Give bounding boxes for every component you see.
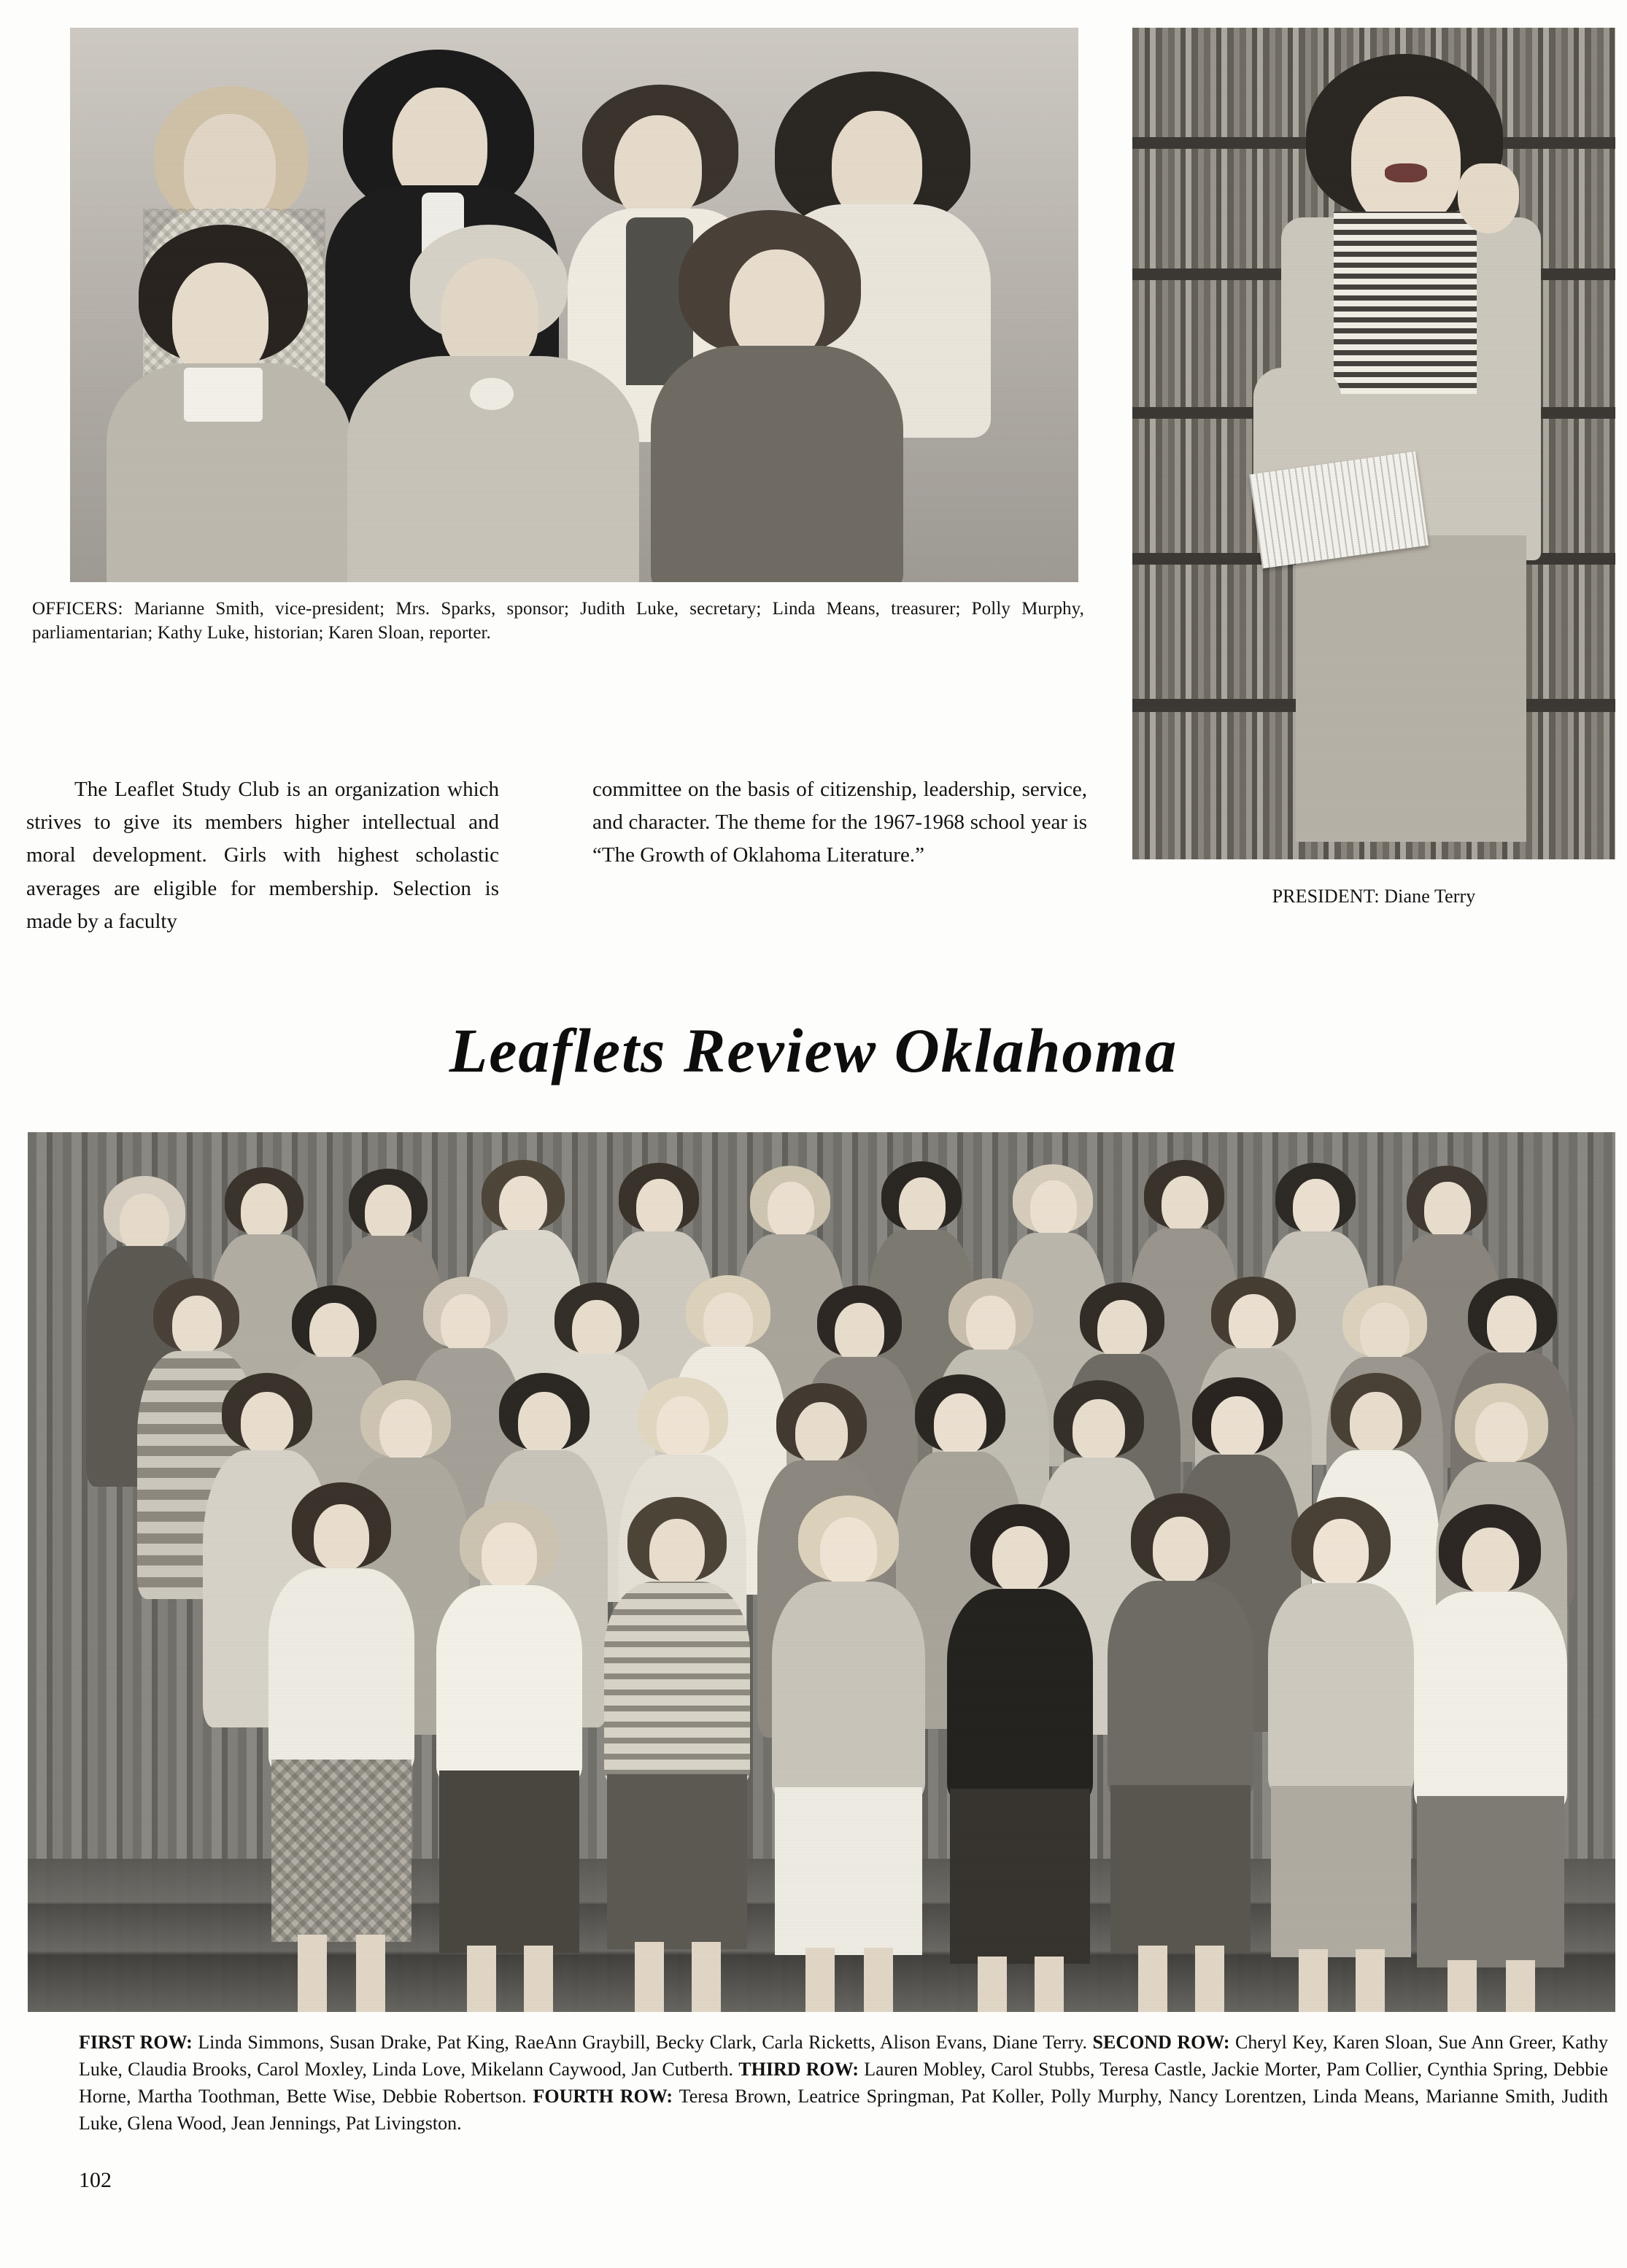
officers-photo bbox=[70, 28, 1078, 582]
roster-names-first: Linda Simmons, Susan Drake, Pat King, RaeAnn Graybill, Becky Clark, Carla Ricketts, Alison Evans, Diane Terry. bbox=[198, 2032, 1088, 2053]
group-photo bbox=[28, 1132, 1615, 2012]
roster-label-first: FIRST ROW: bbox=[79, 2032, 193, 2053]
roster-names-fourth: Teresa Brown, Leatrice Springman, Pat Koller, Polly Murphy, Nancy Lorentzen, Linda Means, Marianne Smith, Judith Luke, Glena Wood, Jean Jennings, Pat Livingston. bbox=[79, 2085, 1609, 2134]
roster-label-fourth: FOURTH ROW: bbox=[533, 2085, 673, 2107]
officers-caption: OFFICERS: Marianne Smith, vice-president; Mrs. Sparks, sponsor; Judith Luke, secretary; Linda Means, treasurer; Polly Murphy, parliamentarian; Kathy Luke, historian; Karen Sloan, reporter. bbox=[32, 599, 1084, 643]
president-photo bbox=[1132, 28, 1615, 859]
roster-label-second: SECOND ROW: bbox=[1092, 2032, 1230, 2053]
article-column-one bbox=[26, 773, 499, 938]
page-number: 102 bbox=[79, 2168, 112, 2192]
article-column-two bbox=[592, 773, 1087, 872]
roster-caption bbox=[79, 2029, 1608, 2137]
president-caption: PRESIDENT: Diane Terry bbox=[1272, 886, 1476, 907]
article-paragraph-two: committee on the basis of citizenship, leadership, service, and character. The theme for the 1967-1968 school year is “The Growth of Oklahoma Literature.” bbox=[592, 778, 1087, 867]
roster-label-third: THIRD ROW: bbox=[738, 2058, 859, 2080]
roster-names-second: Cheryl Key, Karen Sloan, Sue Ann Greer, Kathy Luke, Claudia Brooks, Carol Moxley, Linda Love, Mikelann Caywood, Jan Cutberth. bbox=[79, 2032, 1609, 2080]
roster-names-third: Lauren Mobley, Carol Stubbs, Teresa Castle, Jackie Morter, Pam Collier, Cynthia Spring, Debbie Horne, Martha Toothman, Bette Wise, Debbie Robertson. bbox=[79, 2058, 1609, 2107]
page-title: Leaflets Review Oklahoma bbox=[449, 1015, 1178, 1085]
article-paragraph-one: The Leaflet Study Club is an organization which strives to give its members higher intellectual and moral development. Girls with highest scholastic averages are eligible for membership. Selection is made by a faculty bbox=[26, 778, 499, 933]
